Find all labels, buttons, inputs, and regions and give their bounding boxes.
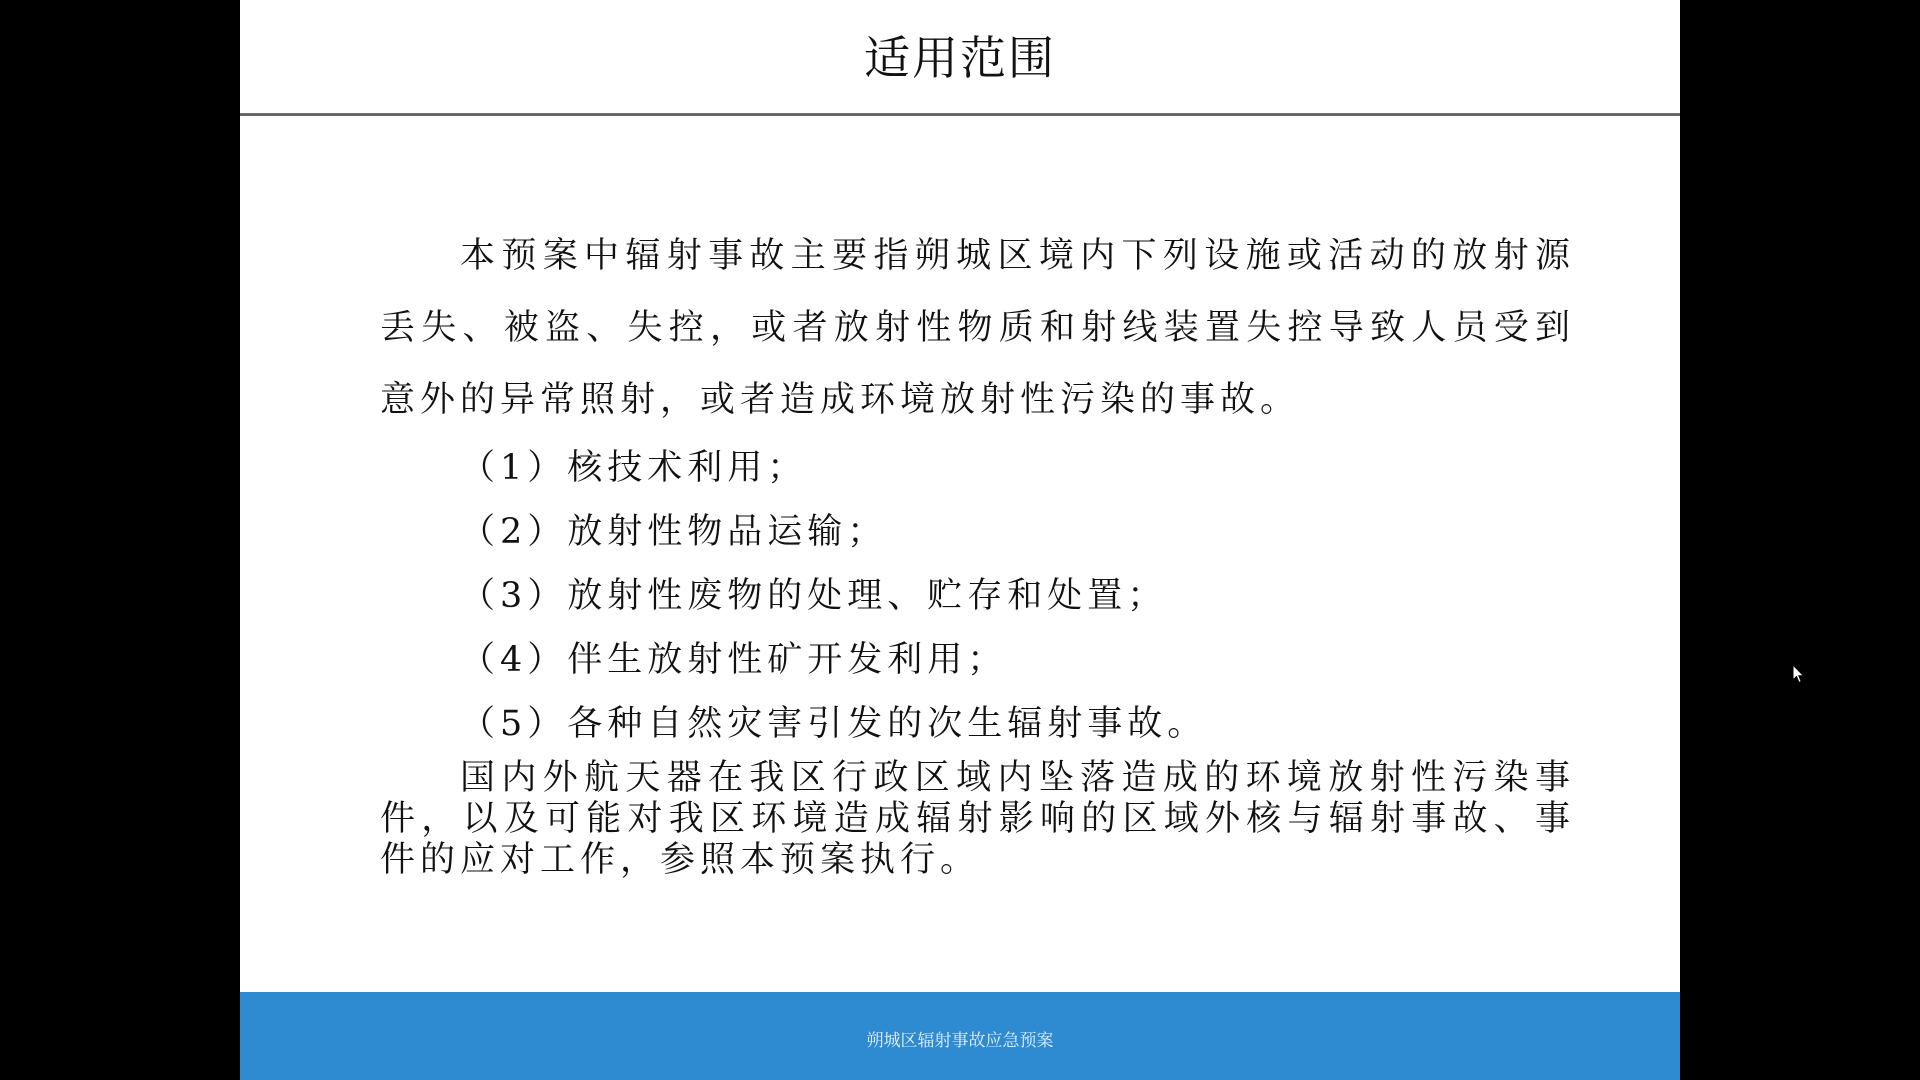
list-item: （4）伴生放射性矿开发利用；: [460, 640, 1008, 680]
footer-text: 朔城区辐射事故应急预案: [866, 1031, 1054, 1051]
list-item: （5）各种自然灾害引发的次生辐射事故。: [460, 704, 1208, 744]
closing-paragraph: 国内外航天器在我区行政区域内坠落造成的环境放射性污染事件，以及可能对我区环境造成辐射影响的区域外核与辐射事故、事件的应对工作，参照本预案执行。: [380, 758, 1575, 880]
slide-title: 适用范围: [864, 31, 1056, 85]
title-divider: [240, 113, 1680, 116]
scope-list: [380, 436, 1575, 756]
slide[interactable]: [240, 0, 1680, 1080]
mouse-pointer-icon: [1792, 664, 1806, 684]
footer-bar: [240, 992, 1680, 1080]
list-item: （1）核技术利用；: [460, 448, 808, 488]
list-item: （2）放射性物品运输；: [460, 512, 888, 552]
slide-body: [380, 220, 1575, 881]
list-item: （3）放射性废物的处理、贮存和处置；: [460, 576, 1168, 616]
intro-paragraph: 本预案中辐射事故主要指朔城区境内下列设施或活动的放射源丢失、被盗、失控，或者放射性物质和射线装置失控导致人员受到意外的异常照射，或者造成环境放射性污染的事故。: [380, 236, 1575, 420]
